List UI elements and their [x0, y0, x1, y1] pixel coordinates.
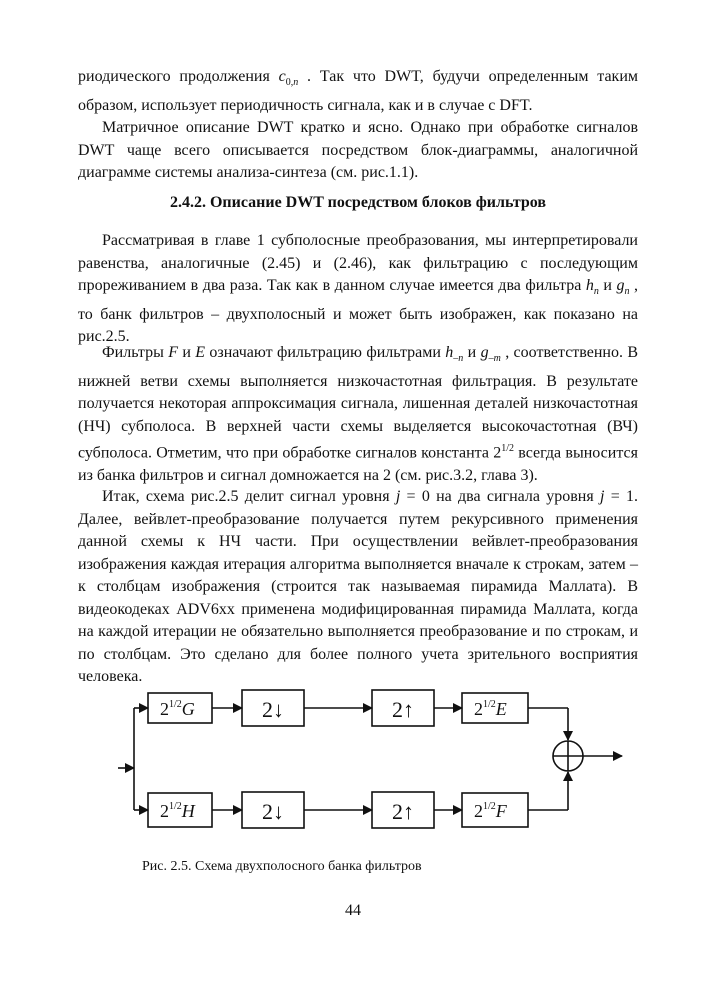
box-e-exp: 1/2 — [483, 699, 496, 710]
box-g-label: G — [181, 699, 195, 719]
box-f-base: 2 — [474, 801, 483, 821]
paragraph-4: Фильтры F и E означают фильтрацию фильтрами $h_{-n}$ и $g_{-m}$ , соответственно. В нижней ветви схемы выполняется низкочастотная фильтрация. В результате получается некоторая аппроксимация сигнала, лишенная деталей низкочастотная (НЧ) субполоса. В верхней части схемы выделяется высокочастотная (ВЧ) субполоса. Отметим, что при обработке сигналов константа $2^{1/2}$ всегда выносится из банка фильтров и сигнал домножается на 2 (см. рис.3.2, глава 3). — [78, 344, 639, 485]
down-top-label: 2↓ — [262, 697, 284, 722]
box-f-label: F — [495, 801, 507, 821]
section-heading: 2.4.2. Описание DWT посредством блоков фильтров — [169, 194, 547, 211]
svg-text:21/2F — [474, 801, 508, 821]
box-g-exp: 1/2 — [169, 699, 182, 710]
box-h-base: 2 — [160, 801, 169, 821]
box-f-exp: 1/2 — [483, 801, 496, 812]
up-bottom-label: 2↑ — [392, 799, 414, 824]
paragraph-3: Рассматривая в главе 1 субполосные преобразования, мы интерпретировали равенства, аналогичные (2.45) и (2.46), как фильтрацию с последующим прореживанием в два раза. Так как в данном случае имеется два фильтра $h_n$ и $g_n$ , то банк фильтров – двухполосный и может быть изображен, как показано на рис.2.5. — [78, 232, 638, 346]
filter-bank-diagram — [110, 688, 630, 848]
svg-text:21/2E — [474, 699, 507, 719]
page-number: 44 — [345, 902, 361, 919]
paragraph-1 — [78, 66, 638, 117]
box-h-label: H — [181, 801, 195, 821]
box-h-exp: 1/2 — [169, 801, 182, 812]
box-g-base: 2 — [160, 699, 169, 719]
svg-text:21/2H — [160, 801, 196, 821]
up-top-label: 2↑ — [392, 697, 414, 722]
box-e-label: E — [495, 699, 507, 719]
down-bottom-label: 2↓ — [262, 799, 284, 824]
svg-text:21/2G — [160, 699, 195, 719]
paragraph-2: Матричное описание DWT кратко и ясно. Однако при обработке сигналов DWT чаще всего описывается посредством блок-диаграммы, аналогичной диаграмме системы анализа-синтеза (см. рис.1.1). — [78, 119, 638, 181]
p1-text: риодического продолжения $c_{0,n}$ . Так что DWT, будучи определенным таким образом, использует периодичность сигнала, как и в случае с DFT. — [78, 68, 639, 114]
paragraph-5: Итак, схема рис.2.5 делит сигнал уровня j = 0 на два сигнала уровня j = 1. Далее, вейвлет-преобразование получается путем рекурсивного применения данной схемы к НЧ части. При осуществлении вейвлет-преобразования изображения каждая итерация алгоритма выполняется вначале к строкам, затем – к столбцам изображения (строится так называемая пирамида Маллата). В видеокодеках ADV6xx применена модифицированная пирамида Маллата, когда на каждой итерации не обязательно выполняется преобразование и по строкам, и по столбцам. Это сделано для более полного учета зрительного восприятия человека. — [78, 488, 638, 685]
figure-caption: Рис. 2.5. Схема двухполосного банка фильтров — [142, 859, 422, 874]
box-e-base: 2 — [474, 699, 483, 719]
